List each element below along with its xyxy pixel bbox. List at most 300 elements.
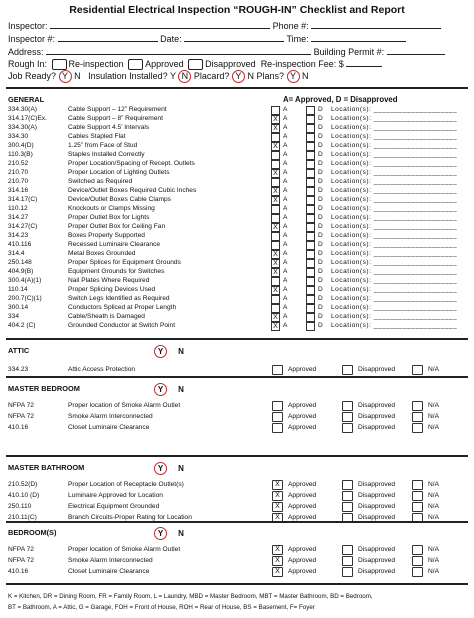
disapproved-checkbox[interactable] [342, 401, 353, 411]
item-description: Cables Stapled Flat [68, 133, 126, 140]
code-ref: NFPA 72 [8, 546, 34, 553]
approved-checkbox[interactable]: X [271, 250, 280, 259]
item-description: Knockouts or Clamps Missing [68, 205, 155, 212]
item-description: Recessed Luminaire Clearance [68, 241, 160, 248]
item-description: Metal Boxes Grounded [68, 250, 136, 257]
placard-no[interactable]: N [247, 71, 254, 81]
locations-field[interactable] [331, 195, 468, 204]
inspector-num-line [8, 32, 406, 44]
locations-field[interactable] [331, 294, 468, 303]
item-description: Branch Circuits-Proper Rating for Location [68, 514, 192, 521]
a-letter: A [283, 313, 288, 320]
d-letter: D [318, 115, 323, 122]
address-label: Address: [8, 47, 44, 57]
approved-checkbox[interactable]: X [272, 480, 283, 490]
item-description: Equipment Grounds for Switches [68, 268, 165, 275]
na-checkbox[interactable] [412, 412, 423, 422]
locations-label: Location(s): [331, 187, 372, 194]
approved-checkbox[interactable] [128, 59, 143, 70]
a-letter: A [283, 106, 288, 113]
code-ref: 110.12 [8, 205, 28, 212]
locations-field[interactable] [331, 321, 468, 330]
section-row [8, 422, 468, 433]
locations-blank: ____________________ [373, 313, 458, 320]
approved-checkbox[interactable]: X [271, 196, 280, 205]
na-checkbox[interactable] [412, 567, 423, 577]
approved-checkbox[interactable]: X [271, 322, 280, 331]
na-label: N/A [428, 402, 439, 409]
time-label: Time: [286, 34, 309, 44]
approved-label: Approved [145, 59, 184, 69]
locations-blank: ____________________ [373, 214, 458, 221]
job-ready-yes-circled[interactable]: Y [59, 70, 72, 83]
section-title: MASTER BEDROOM [8, 384, 80, 393]
section-no[interactable]: N [178, 464, 184, 473]
footer-line-1: K = Kitchen, DR = Dining Room, FR = Family Room, L = Laundry, MBD = Master Bedroom, MBT = Master Bathroom, BD = Bedroom, [8, 593, 373, 600]
locations-field[interactable] [331, 249, 468, 258]
d-letter: D [318, 142, 323, 149]
na-label: N/A [428, 481, 439, 488]
locations-field[interactable] [331, 222, 468, 231]
locations-label: Location(s): [331, 241, 372, 248]
approved-checkbox[interactable] [272, 423, 283, 433]
locations-field[interactable] [331, 114, 468, 123]
locations-blank: ____________________ [373, 187, 458, 194]
locations-field[interactable] [331, 105, 468, 114]
checklist-row [8, 240, 468, 249]
locations-field[interactable] [331, 276, 468, 285]
checklist-row [8, 276, 468, 285]
a-letter: A [283, 214, 288, 221]
disapproved-checkbox[interactable] [188, 59, 203, 70]
code-ref: 334.30(A) [8, 124, 37, 131]
approved-label: Approved [288, 503, 317, 510]
d-letter: D [318, 241, 323, 248]
code-ref: NFPA 72 [8, 413, 34, 420]
checklist-row [8, 204, 468, 213]
locations-blank: ____________________ [373, 169, 458, 176]
a-letter: A [283, 250, 288, 257]
item-description: Luminaire Approved for Location [68, 492, 163, 499]
item-description: Cable/Sheath is Damaged [68, 313, 145, 320]
checklist-row [8, 150, 468, 159]
approved-checkbox[interactable] [272, 412, 283, 422]
locations-field[interactable] [331, 141, 468, 150]
plans-yes-circled[interactable]: Y [287, 70, 300, 83]
disapproved-checkbox[interactable] [306, 322, 315, 331]
section-row [8, 544, 468, 555]
locations-blank: ____________________ [373, 241, 458, 248]
checklist-row [8, 231, 468, 240]
disapproved-label: Disapproved [358, 557, 396, 564]
locations-blank: ____________________ [373, 304, 458, 311]
checklist-row [8, 222, 468, 231]
section-title: BEDROOM(S) [8, 528, 57, 537]
code-ref: 410.10 (D) [8, 492, 40, 499]
item-description: Switched as Required [68, 178, 133, 185]
d-letter: D [318, 313, 323, 320]
na-label: N/A [428, 492, 439, 499]
reinspection-fee-field[interactable] [346, 57, 382, 67]
locations-label: Location(s): [331, 304, 372, 311]
a-letter: A [283, 196, 288, 203]
approved-label: Approved [288, 546, 317, 553]
section-no[interactable]: N [178, 529, 184, 538]
code-ref: 110.14 [8, 286, 28, 293]
item-description: Closet Luminaire Clearance [68, 424, 150, 431]
code-ref: 334 [8, 313, 20, 320]
insulation-no-circled[interactable]: N [178, 70, 191, 83]
code-ref: 314.23 [8, 232, 29, 239]
d-letter: D [318, 133, 323, 140]
d-letter: D [318, 259, 323, 266]
section-row [8, 566, 468, 577]
approved-checkbox[interactable]: X [271, 259, 280, 268]
approved-checkbox[interactable]: X [271, 169, 280, 178]
inspector-line [8, 19, 441, 31]
d-letter: D [318, 250, 323, 257]
code-ref: 410.16 [8, 568, 29, 575]
permit-field[interactable] [387, 45, 445, 55]
approved-label: Approved [288, 514, 317, 521]
a-letter: A [283, 268, 288, 275]
d-letter: D [318, 169, 323, 176]
item-description: Cable Support – 12” Requirement [68, 106, 167, 113]
locations-blank: ____________________ [373, 133, 458, 140]
code-ref: 404.2 (C) [8, 322, 36, 329]
reinspection-checkbox[interactable] [52, 59, 67, 70]
na-checkbox[interactable] [412, 556, 423, 566]
locations-label: Location(s): [331, 322, 372, 329]
item-description: Proper location of Smoke Alarm Outlet [68, 402, 181, 409]
checklist-row [8, 177, 468, 186]
a-letter: A [283, 277, 288, 284]
approved-label: Approved [288, 413, 317, 420]
na-label: N/A [428, 413, 439, 420]
code-ref: 210.52 [8, 160, 29, 167]
locations-label: Location(s): [331, 295, 372, 302]
locations-blank: ____________________ [373, 295, 458, 302]
locations-label: Location(s): [331, 313, 372, 320]
section-row [8, 400, 468, 411]
checklist-row [8, 312, 468, 321]
approved-checkbox[interactable]: X [272, 502, 283, 512]
approved-label: Approved [288, 424, 317, 431]
checklist-row [8, 159, 468, 168]
locations-blank: ____________________ [373, 124, 458, 131]
locations-field[interactable] [331, 285, 468, 294]
item-description: Proper Splices for Equipment Grounds [68, 259, 181, 266]
d-letter: D [318, 178, 323, 185]
d-letter: D [318, 160, 323, 167]
approved-checkbox[interactable]: X [271, 313, 280, 322]
disapproved-checkbox[interactable] [342, 480, 353, 490]
rough-in-line [8, 57, 382, 70]
address-field[interactable] [46, 45, 311, 55]
checklist-row [8, 267, 468, 276]
code-ref: 210.11(C) [8, 514, 37, 521]
approved-checkbox[interactable]: X [271, 142, 280, 151]
item-description: Grounded Conductor at Switch Point [68, 322, 176, 329]
code-ref: 314.4 [8, 250, 25, 257]
disapproved-label: Disapproved [358, 424, 396, 431]
phone-label: Phone #: [272, 21, 309, 31]
checklist-row [8, 249, 468, 258]
approved-label: Approved [288, 402, 317, 409]
section-divider [6, 376, 468, 378]
code-ref: 300.14 [8, 304, 29, 311]
a-letter: A [283, 241, 288, 248]
approved-checkbox[interactable]: X [271, 223, 280, 232]
section-row [8, 555, 468, 566]
code-ref: 314.17(C) [8, 196, 38, 203]
inspector-field[interactable] [50, 19, 270, 29]
d-letter: D [318, 151, 323, 158]
section-divider [6, 338, 468, 340]
disapproved-label: Disapproved [358, 568, 396, 575]
item-description: Electrical Equipment Grounded [68, 503, 160, 510]
checklist-row [8, 132, 468, 141]
section-row [8, 411, 468, 422]
disapproved-label: Disapproved [358, 481, 396, 488]
a-letter: A [283, 133, 288, 140]
a-letter: A [283, 286, 288, 293]
code-ref: NFPA 72 [8, 402, 34, 409]
approved-checkbox[interactable]: X [271, 286, 280, 295]
locations-blank: ____________________ [373, 223, 458, 230]
locations-label: Location(s): [331, 133, 372, 140]
checklist-row [8, 186, 468, 195]
checklist-row [8, 303, 468, 312]
section-yes-circled[interactable]: Y [154, 345, 167, 358]
code-ref: 210.52(D) [8, 481, 38, 488]
locations-field[interactable] [331, 132, 468, 141]
inspector-num-field[interactable] [58, 32, 158, 42]
d-letter: D [318, 295, 323, 302]
d-letter: D [318, 286, 323, 293]
a-letter: A [283, 304, 288, 311]
locations-label: Location(s): [331, 169, 372, 176]
d-letter: D [318, 277, 323, 284]
code-ref: 210.70 [8, 169, 29, 176]
section-no[interactable]: N [178, 385, 184, 394]
approved-checkbox[interactable] [272, 365, 283, 375]
locations-blank: ____________________ [373, 259, 458, 266]
disapproved-checkbox[interactable] [342, 502, 353, 512]
item-description: 1.25” from Face of Stud [68, 142, 138, 149]
checklist-row [8, 168, 468, 177]
a-letter: A [283, 223, 288, 230]
section-yes-circled[interactable]: Y [154, 527, 167, 540]
locations-field[interactable] [331, 150, 468, 159]
locations-field[interactable] [331, 231, 468, 240]
na-checkbox[interactable] [412, 423, 423, 433]
general-heading: GENERAL [8, 95, 45, 104]
section-title: MASTER BATHROOM [8, 463, 85, 472]
a-letter: A [283, 124, 288, 131]
na-checkbox[interactable] [412, 480, 423, 490]
section-title: ATTIC [8, 346, 30, 355]
locations-field[interactable] [331, 267, 468, 276]
locations-field[interactable] [331, 159, 468, 168]
code-ref: 334.23 [8, 366, 29, 373]
locations-label: Location(s): [331, 124, 372, 131]
section-row [8, 479, 468, 490]
locations-blank: ____________________ [373, 250, 458, 257]
item-description: Proper location of Smoke Alarm Outlet [68, 546, 181, 553]
locations-field[interactable] [331, 258, 468, 267]
disapproved-label: Disapproved [205, 59, 256, 69]
locations-field[interactable] [331, 123, 468, 132]
code-ref: 250.148 [8, 259, 32, 266]
checklist-row [8, 105, 468, 114]
permit-label: Building Permit #: [313, 47, 385, 57]
job-ready-label: Job Ready? [8, 71, 57, 81]
disapproved-checkbox[interactable] [342, 567, 353, 577]
job-ready-no[interactable]: N [74, 71, 81, 81]
page-title: Residential Electrical Inspection “ROUGH-IN” Checklist and Report [69, 4, 405, 16]
checklist-row [8, 213, 468, 222]
checklist-row [8, 285, 468, 294]
disapproved-checkbox[interactable] [342, 365, 353, 375]
code-ref: NFPA 72 [8, 557, 34, 564]
locations-blank: ____________________ [373, 286, 458, 293]
code-ref: 300.4(A)(1) [8, 277, 42, 284]
item-description: Proper Location of Receptacle Outlet(s) [68, 481, 184, 488]
disapproved-checkbox[interactable] [342, 412, 353, 422]
item-description: Device/Outlet Boxes Cable Clamps [68, 196, 171, 203]
locations-blank: ____________________ [373, 106, 458, 113]
code-ref: 314.17(C)Ex. [8, 115, 47, 122]
code-ref: 314.16 [8, 187, 29, 194]
item-description: Proper Location of Lighting Outlets [68, 169, 170, 176]
placard-label: Placard? [193, 71, 230, 81]
code-ref: 410.116 [8, 241, 32, 248]
approved-label: Approved [288, 492, 317, 499]
d-letter: D [318, 187, 323, 194]
a-letter: A [283, 169, 288, 176]
address-line [8, 45, 445, 57]
divider [6, 87, 468, 89]
approved-label: Approved [288, 568, 317, 575]
na-checkbox[interactable] [412, 545, 423, 555]
locations-field[interactable] [331, 177, 468, 186]
insulation-yes[interactable]: Y [170, 71, 176, 81]
locations-field[interactable] [331, 303, 468, 312]
na-checkbox[interactable] [412, 365, 423, 375]
locations-blank: ____________________ [373, 205, 458, 212]
checklist-row [8, 114, 468, 123]
section-yes-circled[interactable]: Y [154, 462, 167, 475]
approved-checkbox[interactable]: X [271, 187, 280, 196]
item-description: Switch Legs Identified as Required [68, 295, 170, 302]
locations-field[interactable] [331, 213, 468, 222]
d-letter: D [318, 214, 323, 221]
disapproved-label: Disapproved [358, 546, 396, 553]
na-label: N/A [428, 557, 439, 564]
approved-checkbox[interactable]: X [271, 268, 280, 277]
locations-field[interactable] [331, 240, 468, 249]
item-description: Proper Splicing Devices Used [68, 286, 156, 293]
approved-checkbox[interactable]: X [272, 545, 283, 555]
locations-field[interactable] [331, 168, 468, 177]
locations-label: Location(s): [331, 223, 372, 230]
locations-field[interactable] [331, 186, 468, 195]
section-yes-no [154, 462, 184, 475]
d-letter: D [318, 232, 323, 239]
locations-label: Location(s): [331, 250, 372, 257]
section-yes-no [154, 345, 184, 358]
locations-field[interactable] [331, 204, 468, 213]
section-yes-no [154, 383, 184, 396]
locations-label: Location(s): [331, 286, 372, 293]
d-letter: D [318, 268, 323, 275]
item-description: Proper Outlet Box for Ceiling Fan [68, 223, 166, 230]
locations-label: Location(s): [331, 205, 372, 212]
item-description: Staples Installed Correctly [68, 151, 145, 158]
approved-checkbox[interactable] [272, 401, 283, 411]
item-description: Smoke Alarm Interconnected [68, 557, 153, 564]
item-description: Closet Luminaire Clearance [68, 568, 150, 575]
na-checkbox[interactable] [412, 401, 423, 411]
approved-checkbox[interactable]: X [272, 567, 283, 577]
disapproved-checkbox[interactable] [342, 423, 353, 433]
approved-checkbox[interactable]: X [272, 556, 283, 566]
placard-yes-circled[interactable]: Y [232, 70, 245, 83]
code-ref: 300.4(D) [8, 142, 34, 149]
disapproved-checkbox[interactable] [342, 491, 353, 501]
section-no[interactable]: N [178, 347, 184, 356]
section-row [8, 501, 468, 512]
a-letter: A [283, 322, 288, 329]
approved-checkbox[interactable]: X [272, 513, 283, 523]
section-divider [6, 455, 468, 457]
approved-checkbox[interactable]: X [271, 115, 280, 124]
item-description: Cable Support – 8” Requirement [68, 115, 163, 122]
na-label: N/A [428, 514, 439, 521]
locations-blank: ____________________ [373, 268, 458, 275]
disapproved-checkbox[interactable] [342, 545, 353, 555]
disapproved-label: Disapproved [358, 503, 396, 510]
a-letter: A [283, 160, 288, 167]
na-label: N/A [428, 366, 439, 373]
locations-field[interactable] [331, 312, 468, 321]
d-letter: D [318, 322, 323, 329]
locations-label: Location(s): [331, 142, 372, 149]
item-description: Nail Plates Where Required [68, 277, 150, 284]
locations-label: Location(s): [331, 214, 372, 221]
code-ref: 314.27(C) [8, 223, 38, 230]
job-ready-line [8, 70, 309, 83]
general-legend: A= Approved, D = Disapproved [283, 95, 398, 104]
locations-label: Location(s): [331, 232, 372, 239]
approved-checkbox[interactable]: X [272, 491, 283, 501]
section-yes-circled[interactable]: Y [154, 383, 167, 396]
time-field[interactable] [311, 32, 406, 42]
checklist-row [8, 321, 468, 330]
plans-no[interactable]: N [302, 71, 309, 81]
approved-label: Approved [288, 366, 317, 373]
na-checkbox[interactable] [412, 502, 423, 512]
code-ref: 404.9(B) [8, 268, 34, 275]
date-field[interactable] [184, 32, 284, 42]
disapproved-checkbox[interactable] [342, 556, 353, 566]
na-checkbox[interactable] [412, 491, 423, 501]
approved-checkbox[interactable]: X [271, 124, 280, 133]
footer-divider [6, 583, 468, 585]
phone-field[interactable] [311, 19, 441, 29]
disapproved-label: Disapproved [358, 492, 396, 499]
